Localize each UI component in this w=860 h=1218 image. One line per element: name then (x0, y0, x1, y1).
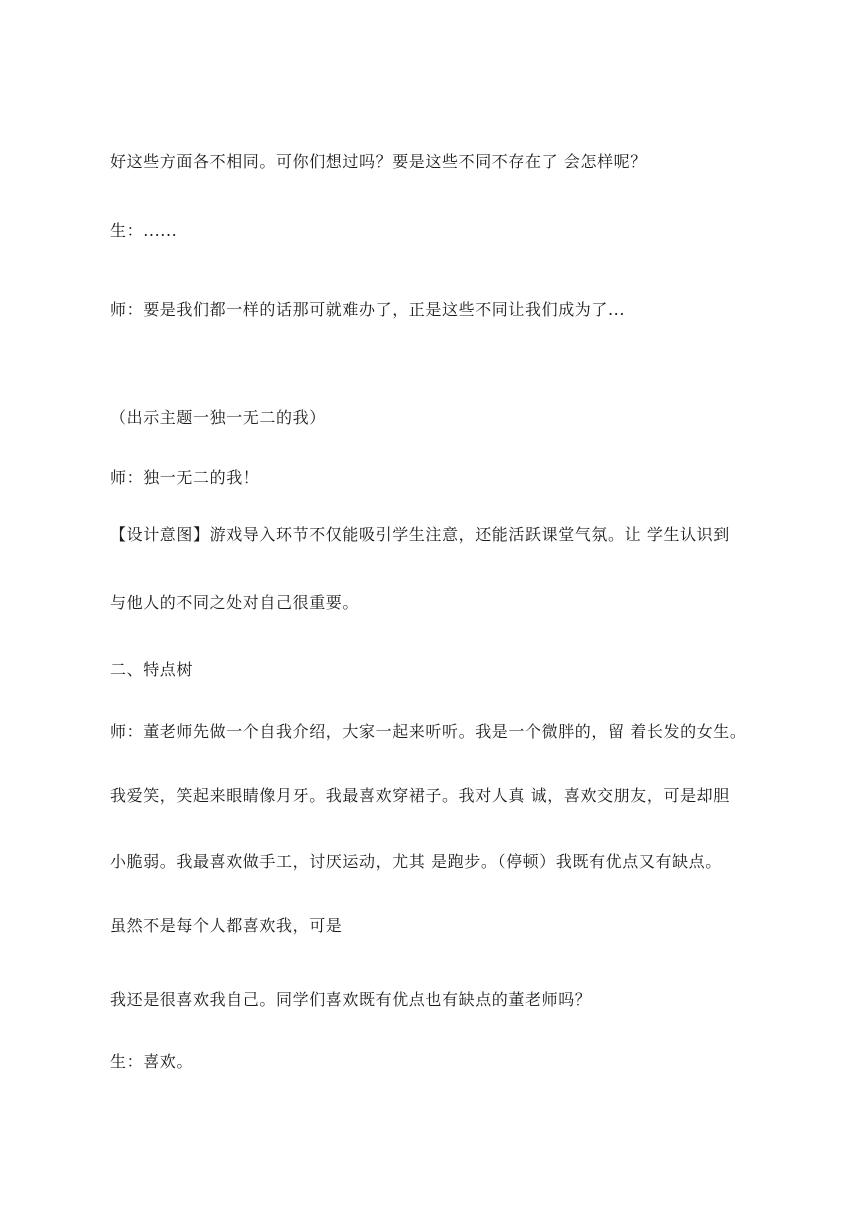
theme-note-line: （出示主题一独一无二的我） (110, 408, 326, 427)
teacher-intro-line: 师：董老师先做一个自我介绍，大家一起来听听。我是一个微胖的，留 着长发的女生。 (110, 722, 747, 741)
design-intent-continuation-line: 与他人的不同之处对自己很重要。 (110, 593, 360, 612)
section-heading: 二、特点树 (110, 660, 194, 679)
teacher-intro-line: 我爱笑，笑起来眼睛像月牙。我最喜欢穿裙子。我对人真 诚，喜欢交朋友，可是却胆 (110, 786, 730, 805)
teacher-intro-line: 虽然不是每个人都喜欢我，可是 (110, 916, 343, 935)
student-response-line: 生：喜欢。 (110, 1052, 194, 1071)
teacher-intro-line: 小脆弱。我最喜欢做手工，讨厌运动，尤其 是跑步。（停顿）我既有优点又有缺点。 (110, 852, 722, 871)
student-response-line: 生：...... (110, 221, 178, 240)
design-intent-line: 【设计意图】游戏导入环节不仅能吸引学生注意，还能活跃课堂气氛。让 学生认识到 (110, 525, 730, 544)
teacher-line: 师：要是我们都一样的话那可就难办了，正是这些不同让我们成为了... (110, 300, 626, 319)
paragraph-line: 好这些方面各不相同。可你们想过吗？要是这些不同不存在了 会怎样呢？ (110, 152, 647, 171)
teacher-intro-line: 我还是很喜欢我自己。同学们喜欢既有优点也有缺点的董老师吗？ (110, 990, 592, 1009)
teacher-line: 师：独一无二的我！ (110, 468, 260, 487)
